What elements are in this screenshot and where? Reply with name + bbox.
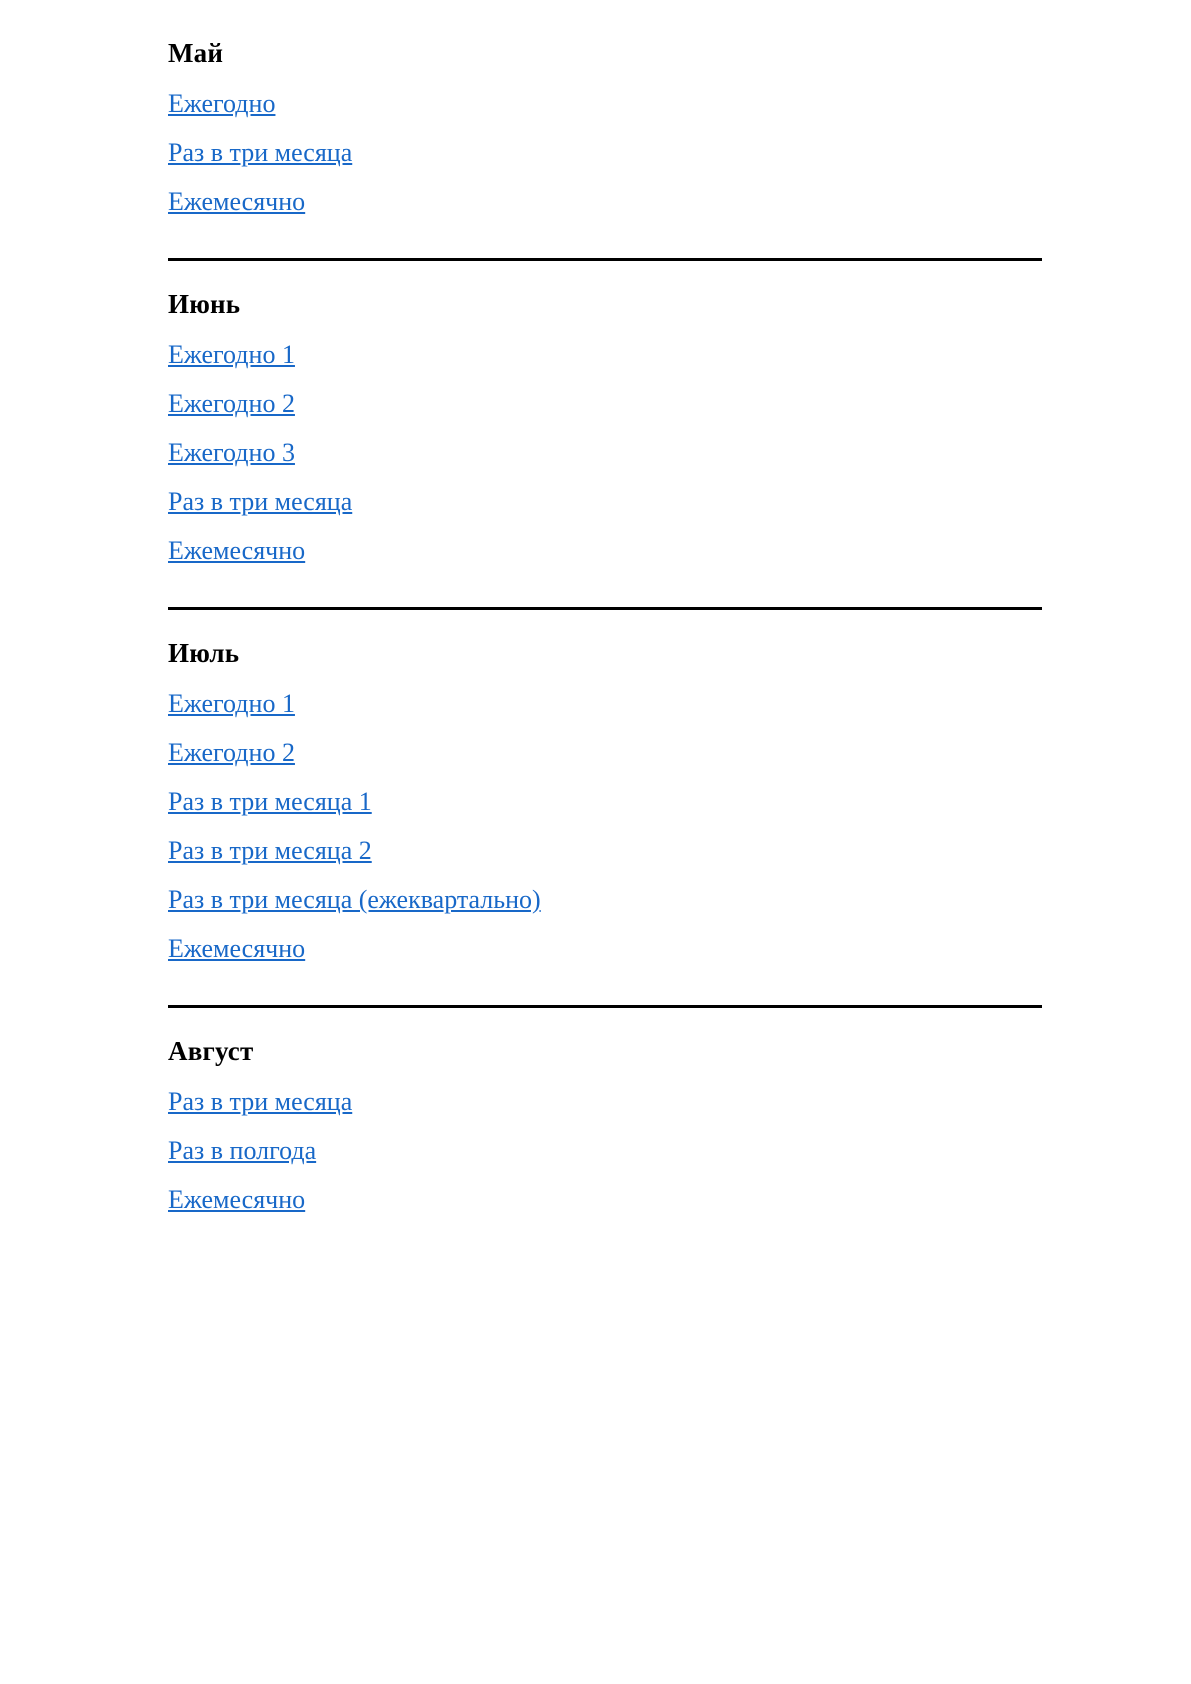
document-link[interactable]: Ежегодно 2 bbox=[168, 389, 295, 418]
document-link[interactable]: Раз в полгода bbox=[168, 1136, 317, 1165]
horizontal-rule bbox=[168, 607, 1042, 610]
section-august bbox=[168, 1038, 1031, 1226]
document-link[interactable]: Ежегодно 3 bbox=[168, 438, 295, 467]
document-link[interactable]: Раз в три месяца bbox=[168, 138, 353, 167]
list-item bbox=[168, 730, 1031, 779]
list-item bbox=[168, 81, 1031, 130]
section-may bbox=[168, 40, 1031, 228]
section-june bbox=[168, 291, 1031, 577]
document-link[interactable]: Раз в три месяца 2 bbox=[168, 836, 372, 865]
document-link[interactable]: Раз в три месяца bbox=[168, 487, 353, 516]
document-link[interactable]: Ежемесячно bbox=[168, 187, 306, 216]
list-item bbox=[168, 430, 1031, 479]
section-divider-wrap bbox=[168, 228, 1031, 291]
section-title: Июль bbox=[168, 638, 240, 668]
document-link[interactable]: Ежемесячно bbox=[168, 934, 306, 963]
document-link[interactable]: Ежегодно 2 bbox=[168, 738, 295, 767]
document-link[interactable]: Ежегодно bbox=[168, 89, 276, 118]
list-item bbox=[168, 877, 1031, 926]
list-item bbox=[168, 779, 1031, 828]
list-item bbox=[168, 130, 1031, 179]
section-title: Июнь bbox=[168, 289, 241, 319]
link-list bbox=[168, 332, 1031, 577]
list-item bbox=[168, 681, 1031, 730]
link-list bbox=[168, 1079, 1031, 1226]
document-link[interactable]: Раз в три месяца bbox=[168, 1087, 353, 1116]
document-link[interactable]: Ежегодно 1 bbox=[168, 340, 295, 369]
document-link[interactable]: Раз в три месяца 1 bbox=[168, 787, 372, 816]
document-link[interactable]: Ежемесячно bbox=[168, 1185, 306, 1214]
link-list bbox=[168, 681, 1031, 975]
list-item bbox=[168, 1177, 1031, 1226]
list-item bbox=[168, 179, 1031, 228]
document-link[interactable]: Ежемесячно bbox=[168, 536, 306, 565]
horizontal-rule bbox=[168, 258, 1042, 261]
document-link[interactable]: Ежегодно 1 bbox=[168, 689, 295, 718]
list-item bbox=[168, 479, 1031, 528]
list-item bbox=[168, 528, 1031, 577]
link-list bbox=[168, 81, 1031, 228]
list-item bbox=[168, 1128, 1031, 1177]
section-divider-wrap bbox=[168, 975, 1031, 1038]
horizontal-rule bbox=[168, 1005, 1042, 1008]
list-item bbox=[168, 381, 1031, 430]
list-item bbox=[168, 1079, 1031, 1128]
list-item bbox=[168, 332, 1031, 381]
section-divider-wrap bbox=[168, 577, 1031, 640]
list-item bbox=[168, 828, 1031, 877]
section-title: Май bbox=[168, 38, 224, 68]
list-item bbox=[168, 926, 1031, 975]
section-title: Август bbox=[168, 1036, 254, 1066]
document-link[interactable]: Раз в три месяца (ежеквартально) bbox=[168, 885, 541, 914]
section-july bbox=[168, 640, 1031, 975]
